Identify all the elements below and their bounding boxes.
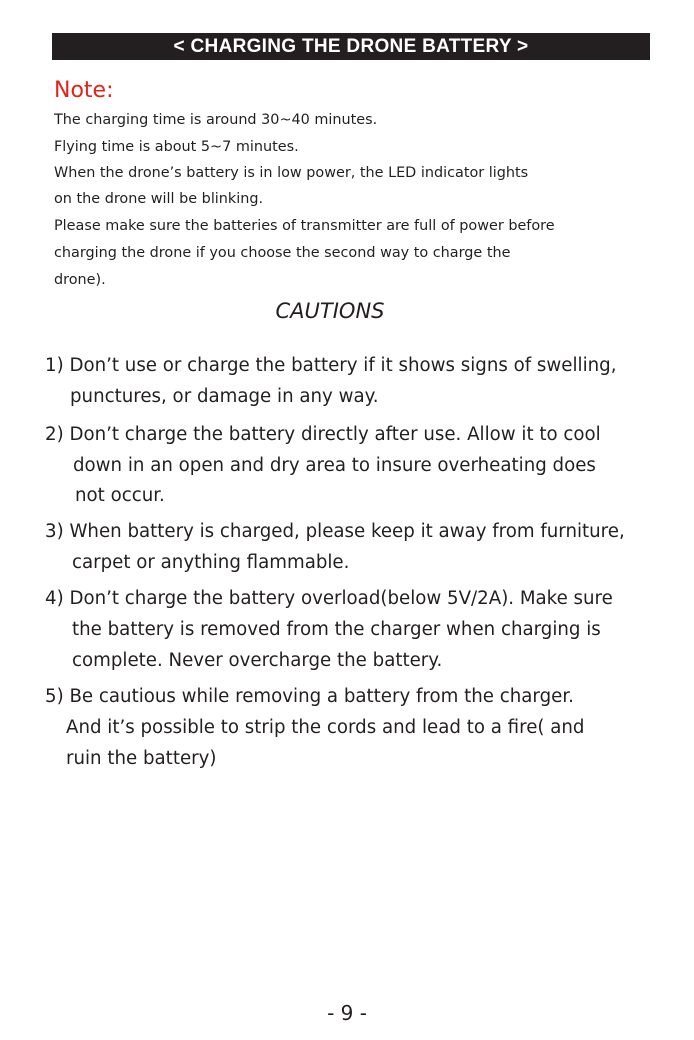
caution-line: And it’s possible to strip the cords and lead to a fire( and <box>66 717 585 738</box>
caution-line: 3) When battery is charged, please keep it away from furniture, <box>45 521 625 542</box>
caution-line: 4) Don’t charge the battery overload(below 5V/2A). Make sure <box>45 588 613 609</box>
note-line: When the drone’s battery is in low power, the LED indicator lights <box>54 165 529 181</box>
caution-line: ruin the battery) <box>66 748 217 769</box>
note-line: drone). <box>54 272 106 288</box>
section-header-bar <box>52 33 650 60</box>
caution-line: complete. Never overcharge the battery. <box>72 650 443 671</box>
note-line: Flying time is about 5~7 minutes. <box>54 139 299 155</box>
cautions-title: CAUTIONS <box>275 299 385 323</box>
caution-line: 2) Don’t charge the battery directly after use. Allow it to cool <box>45 424 601 445</box>
note-title: Note: <box>54 78 114 103</box>
note-line: on the drone will be blinking. <box>54 191 264 207</box>
note-line: The charging time is around 30~40 minutes. <box>54 112 378 128</box>
page-number: - 9 - <box>327 1001 367 1025</box>
caution-line: 1) Don’t use or charge the battery if it shows signs of swelling, <box>45 355 617 376</box>
caution-line: the battery is removed from the charger when charging is <box>72 619 601 640</box>
caution-line: punctures, or damage in any way. <box>70 386 379 407</box>
caution-line: not occur. <box>75 485 165 506</box>
section-title: < CHARGING THE DRONE BATTERY > <box>173 36 529 57</box>
note-line: Please make sure the batteries of transmitter are full of power before <box>54 218 555 234</box>
caution-line: carpet or anything flammable. <box>72 552 350 573</box>
caution-line: 5) Be cautious while removing a battery from the charger. <box>45 686 574 707</box>
caution-line: down in an open and dry area to insure overheating does <box>73 455 596 476</box>
note-line: charging the drone if you choose the second way to charge the <box>54 245 511 261</box>
